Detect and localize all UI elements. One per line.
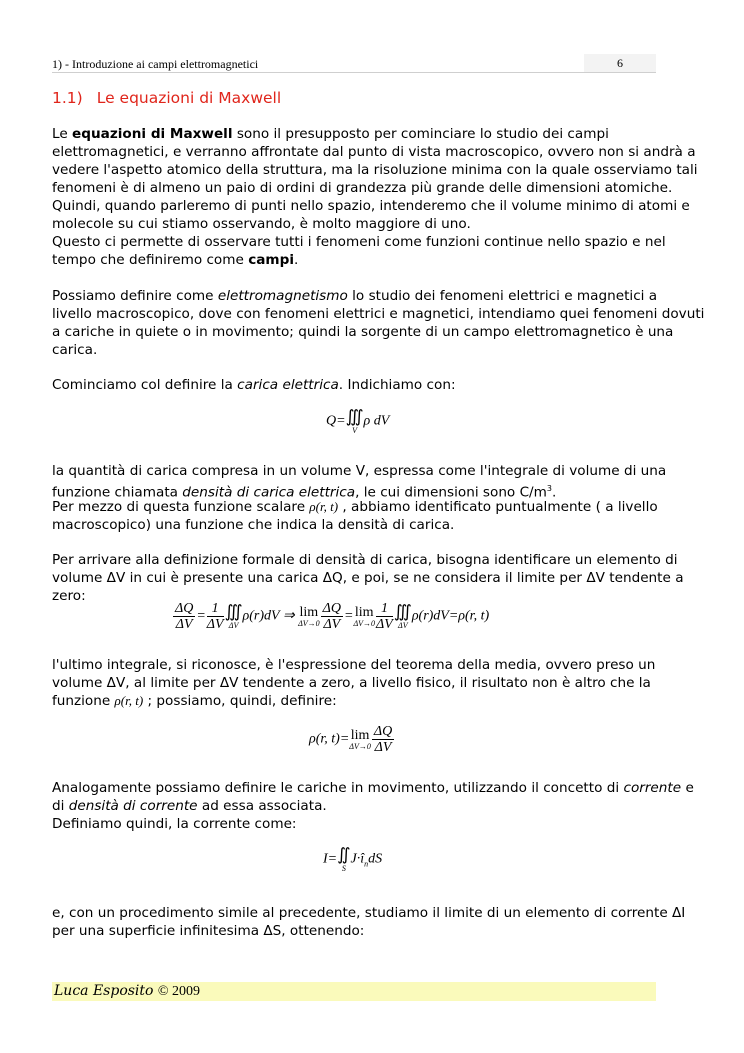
paragraph-line: funzione ρ(r, t) ; possiamo, quindi, definire: (52, 693, 337, 709)
paragraph-line: Definiamo quindi, la corrente come: (52, 816, 297, 832)
term-densita-corrente: densità di corrente (68, 798, 198, 814)
paragraph-line: Per arrivare alla definizione formale di densità di carica, bisogna identificare un elemento di (52, 552, 678, 568)
paragraph-line: livello macroscopico, dove con fenomeni elettrici e magnetici, intendiamo quei fenomeni dovuti (52, 306, 705, 322)
paragraph-line: e, con un procedimento simile al precedente, studiamo il limite di un elemento di corrente ΔI (52, 905, 686, 921)
equation-density-definition: ρ(r, t)= lim ΔV→0 $\frac{\Delta Q}{\Delta V}$ (309, 724, 393, 755)
author-name: Luca Esposito (54, 983, 154, 999)
paragraph-line: Analogamente possiamo definire le cariche in movimento, utilizzando il concetto di corrente e (52, 780, 694, 796)
section-title: Le equazioni di Maxwell (96, 89, 282, 107)
paragraph-line: molecole su cui stiamo osservando, è molto maggiore di uno. (52, 216, 471, 232)
paragraph-line: funzione chiamata densità di carica elettrica, le cui dimensioni sono $C/m^3$. (52, 484, 557, 501)
section-number: 1.1) (52, 89, 83, 107)
paragraph-line: a cariche in quiete o in movimento; quindi la sorgente di un campo elettromagnetico è una (52, 324, 674, 340)
paragraph-line: Quindi, quando parleremo di punti nello spazio, intenderemo che il volume minimo di atomi e (52, 198, 690, 214)
equation-charge: Q= ∭ V ρ dV (326, 407, 390, 435)
term-carica-elettrica: carica elettrica (237, 377, 339, 393)
chapter-title: 1) - Introduzione ai campi elettromagnetici (52, 57, 259, 71)
paragraph-line: Le equazioni di Maxwell sono il presupposto per cominciare lo studio dei campi (52, 126, 609, 142)
term-corrente: corrente (623, 780, 682, 796)
paragraph-line: di densità di corrente ad essa associata. (52, 798, 327, 814)
paragraph-line: carica. (52, 342, 98, 358)
paragraph-line: volume ΔV, al limite per ΔV tendente a zero, a livello fisico, il risultato non è altro che la (52, 675, 651, 691)
inline-math: ρ(r, t) (114, 693, 144, 708)
paragraph-line: la quantità di carica compresa in un volume V, espressa come l'integrale di volume di una (52, 463, 667, 479)
page-number: 6 (584, 54, 656, 72)
inline-math: ρ(r, t) (309, 499, 339, 514)
paragraph-line: macroscopico) una funzione che indica la densità di carica. (52, 517, 455, 533)
term-densita-carica: densità di carica elettrica (182, 484, 356, 501)
page-footer (52, 982, 656, 1001)
term-maxwell: equazioni di Maxwell (72, 126, 233, 142)
paragraph-line: zero: (52, 588, 86, 604)
paragraph-line: Possiamo definire come elettromagnetismo lo studio dei fenomeni elettrici e magnetici a (52, 288, 658, 304)
paragraph-line: vedere l'aspetto atomico della struttura, ma la risoluzione minima con la quale osserviamo tali (52, 162, 698, 178)
copyright: © 2009 (157, 984, 201, 999)
paragraph-line: elettromagnetici, e verranno affrontate dal punto di vista macroscopico, ovvero non si andrà a (52, 144, 696, 160)
term-elettromagnetismo: elettromagnetismo (217, 288, 348, 304)
paragraph-line: tempo che definiremo come campi. (52, 252, 299, 268)
paragraph-line: Per mezzo di questa funzione scalare ρ(r, t) , abbiamo identificato puntualmente ( a livello (52, 499, 658, 515)
paragraph-line: l'ultimo integrale, si riconosce, è l'espressione del teorema della media, ovvero preso un (52, 657, 656, 673)
paragraph-line: per una superficie infinitesima ΔS, ottenendo: (52, 923, 365, 939)
paragraph-line: Questo ci permette di osservare tutti i fenomeni come funzioni continue nello spazio e nel (52, 234, 666, 250)
equation-density-limit: $\frac{\Delta Q}{\Delta V}$ = $\frac{1}{\Delta V}$ ∭ ΔV ρ(r)dV ⇒ lim ΔV→0 $\frac{\Delta Q}{\Delta V}$ = lim ΔV→0 $\frac{1}{\Delta V}$ ∭ ΔV ρ(r)dV=ρ(r, t) (175, 601, 490, 632)
page-header (52, 54, 656, 73)
term-campi: campi (248, 252, 294, 268)
paragraph-line: volume ΔV in cui è presente una carica ΔQ, e poi, se ne considera il limite per ΔV tendente a (52, 570, 684, 586)
equation-current: I= ∬ S $J\cdot î_ndS$ (323, 845, 383, 873)
paragraph-line: fenomeni è di almeno un paio di ordini di grandezza più grande delle dimensioni atomiche. (52, 180, 673, 196)
paragraph-line: Cominciamo col definire la carica elettrica. Indichiamo con: (52, 377, 456, 393)
section-heading (52, 89, 281, 107)
